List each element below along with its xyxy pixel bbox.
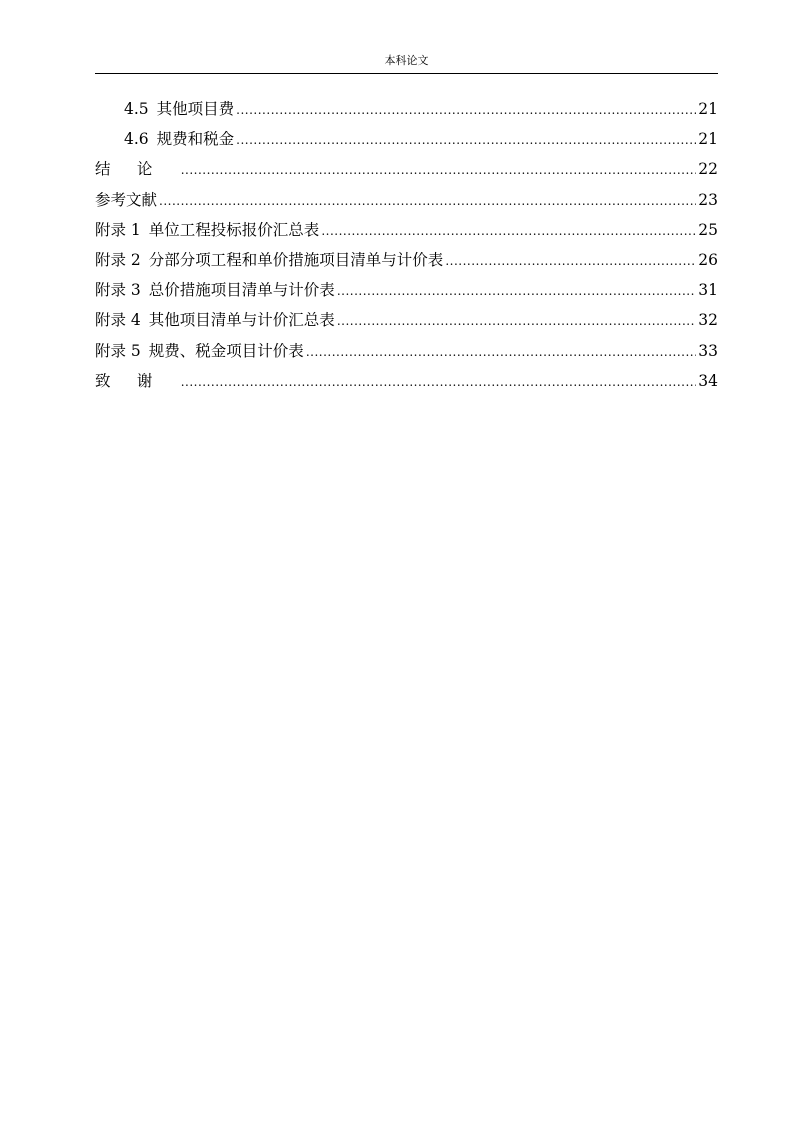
toc-dot-leader [306,337,696,367]
toc-entry-number: 附录 4 [95,311,141,330]
toc-dot-leader [181,367,697,397]
toc-entry-page: 25 [698,220,718,239]
toc-entry-page: 26 [698,250,718,269]
toc-dot-leader [337,276,696,306]
toc-dot-leader [321,216,696,246]
toc-entry[interactable] [95,366,718,396]
toc-entry-title: 分部分项工程和单价措施项目清单与计价表 [148,250,444,269]
table-of-contents [95,94,718,396]
toc-entry-page: 21 [698,130,718,149]
page-header [95,53,718,74]
toc-entry-title: 其他项目清单与计价汇总表 [148,311,335,330]
toc-entry-page: 23 [698,190,718,209]
toc-entry-page: 32 [698,311,718,330]
toc-dot-leader [159,186,696,216]
toc-entry[interactable] [95,124,718,154]
toc-entry[interactable] [95,336,718,366]
toc-entry-number: 附录 1 [95,220,141,239]
toc-entry-page: 34 [698,371,718,390]
toc-dot-leader [445,246,696,276]
toc-entry-number: 4.6 [124,130,149,149]
toc-entry-number: 附录 2 [95,250,141,269]
header-title: 本科论文 [384,54,429,67]
toc-entry[interactable] [95,245,718,275]
toc-entry-number: 附录 5 [95,341,141,360]
toc-dot-leader [337,306,696,336]
toc-entry-title: 规费、税金项目计价表 [148,341,304,360]
toc-entry[interactable] [95,305,718,335]
toc-entry-title: 总价措施项目清单与计价表 [148,281,335,300]
toc-dot-leader [236,125,696,155]
toc-entry-page: 33 [698,341,718,360]
toc-entry-title: 致谢 [95,371,179,390]
toc-entry[interactable] [95,215,718,245]
toc-entry-page: 22 [698,160,718,179]
toc-entry-page: 31 [698,281,718,300]
toc-entry-title: 规费和税金 [156,130,235,149]
toc-entry[interactable] [95,154,718,184]
toc-entry-title: 结论 [95,160,179,179]
toc-dot-leader [181,155,697,185]
toc-entry-title: 其他项目费 [156,100,235,118]
toc-dot-leader [236,95,696,125]
toc-entry[interactable] [95,185,718,215]
toc-entry-title: 参考文献 [95,190,158,209]
toc-entry-page: 21 [698,100,718,118]
toc-entry-number: 附录 3 [95,281,141,300]
toc-entry[interactable] [95,275,718,305]
toc-entry[interactable] [95,94,718,124]
toc-entry-title: 单位工程投标报价汇总表 [148,220,320,239]
toc-entry-number: 4.5 [124,100,149,118]
